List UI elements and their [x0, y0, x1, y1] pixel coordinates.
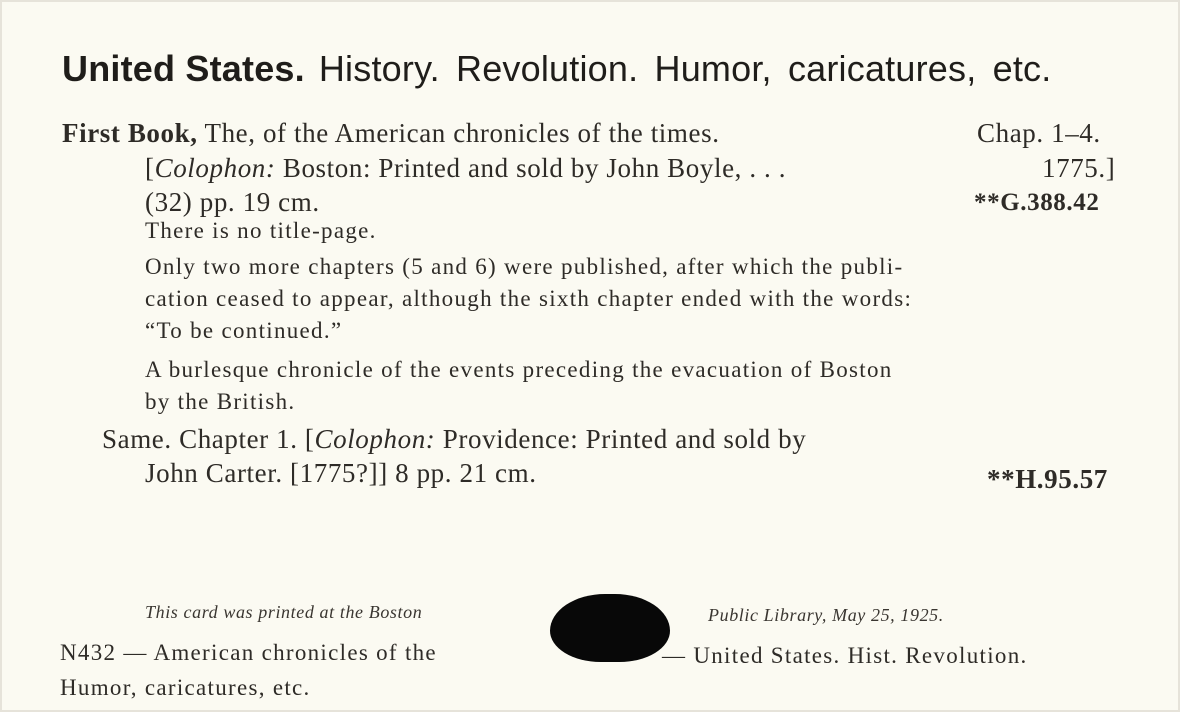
tracing-left: N432 — American chronicles of the: [60, 640, 437, 665]
note-burlesque-line-1: A burlesque chronicle of the events preceding the evacuation of Boston: [145, 357, 893, 382]
entry-collation: (32) pp. 19 cm.: [145, 187, 320, 217]
note-chapters-line-3: “To be continued.”: [145, 318, 343, 343]
note-no-title-page: There is no title-page.: [145, 218, 377, 243]
same-colophon-label: Colophon:: [314, 424, 436, 454]
call-number-h: **H.95.57: [987, 464, 1108, 494]
entry-title: The, of the American chronicles of the times.: [197, 118, 720, 148]
subject-heading-subdivisions: History. Revolution. Humor, caricatures, etc.: [318, 48, 1052, 89]
printer-credit-right: Public Library, May 25, 1925.: [708, 605, 944, 625]
colophon-label: Colophon:: [154, 153, 276, 183]
colophon-bracket: [: [145, 153, 155, 183]
call-number-g: **G.388.42: [974, 189, 1100, 216]
tracing-right: — United States. Hist. Revolution.: [662, 643, 1028, 668]
same-entry-line-1: [102, 424, 806, 455]
entry-chapters: Chap. 1–4.: [977, 118, 1101, 148]
entry-colophon: [145, 153, 786, 184]
tracing-line-2: Humor, caricatures, etc.: [60, 675, 311, 700]
subject-heading-main: United States.: [62, 48, 305, 89]
entry-title-line: [62, 118, 720, 149]
redaction-blot: [550, 594, 670, 662]
colophon-year: 1775.]: [1042, 153, 1116, 183]
catalog-card: [2, 2, 1178, 710]
note-chapters-line-1: Only two more chapters (5 and 6) were published, after which the publi-: [145, 254, 904, 279]
colophon-text: Boston: Printed and sold by John Boyle, . . .: [275, 153, 787, 183]
entry-heading: First Book,: [62, 118, 198, 148]
same-entry-lead: Same. Chapter 1. [: [102, 424, 315, 454]
same-entry-line-2: John Carter. [1775?]] 8 pp. 21 cm.: [145, 458, 537, 488]
printer-credit-left: This card was printed at the Boston: [145, 602, 423, 622]
note-burlesque-line-2: by the British.: [145, 389, 296, 414]
same-colophon-text: Providence: Printed and sold by: [435, 424, 807, 454]
subject-heading: [62, 48, 1051, 90]
note-chapters-line-2: cation ceased to appear, although the sixth chapter ended with the words:: [145, 286, 913, 311]
